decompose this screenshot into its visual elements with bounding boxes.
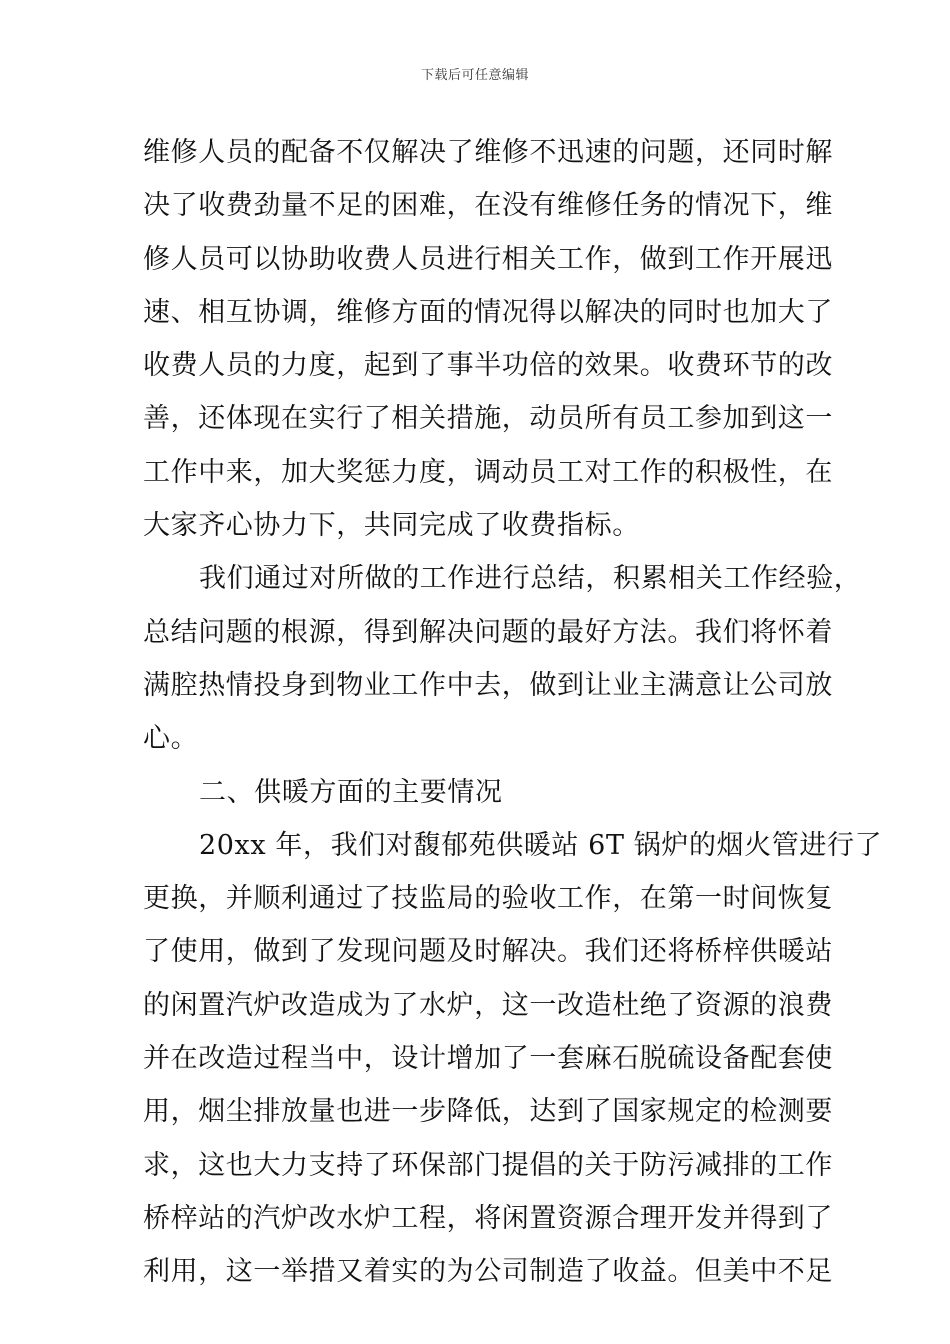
text-line: 求，这也大力支持了环保部门提倡的关于防污减排的工作 bbox=[143, 1149, 833, 1181]
text-line: 心。 bbox=[143, 723, 199, 755]
text-line: 用，烟尘排放量也进一步降低，达到了国家规定的检测要 bbox=[143, 1096, 833, 1128]
text-line: 更换，并顺利通过了技监局的验收工作，在第一时间恢复 bbox=[143, 883, 833, 915]
text-line: 了使用，做到了发现问题及时解决。我们还将桥梓供暖站 bbox=[143, 936, 833, 968]
text-line: 桥梓站的汽炉改水炉工程，将闲置资源合理开发并得到了 bbox=[143, 1202, 833, 1234]
text-line: 大家齐心协力下，共同完成了收费指标。 bbox=[143, 510, 640, 542]
section-heading: 二、供暖方面的主要情况 bbox=[199, 776, 503, 808]
text-line: 速、相互协调，维修方面的情况得以解决的同时也加大了 bbox=[143, 296, 833, 328]
text-line: 满腔热情投身到物业工作中去，做到让业主满意让公司放 bbox=[143, 669, 833, 701]
text-line: 决了收费劲量不足的困难，在没有维修任务的情况下，维 bbox=[143, 190, 833, 222]
text-line: 总结问题的根源，得到解决问题的最好方法。我们将怀着 bbox=[143, 616, 833, 648]
text-line: 善，还体现在实行了相关措施，动员所有员工参加到这一 bbox=[143, 403, 833, 435]
text-line: 修人员可以协助收费人员进行相关工作，做到工作开展迅 bbox=[143, 243, 833, 275]
paragraph-start-line: 我们通过对所做的工作进行总结，积累相关工作经验， bbox=[199, 563, 862, 595]
paragraph-start-line: 20xx 年，我们对馥郁苑供暖站 6T 锅炉的烟火管进行了 bbox=[199, 829, 883, 861]
text-line: 收费人员的力度，起到了事半功倍的效果。收费环节的改 bbox=[143, 350, 833, 382]
page-header: 下载后可任意编辑 bbox=[420, 68, 529, 83]
document-body bbox=[143, 126, 883, 1299]
text-line: 工作中来，加大奖惩力度，调动员工对工作的积极性，在 bbox=[143, 456, 833, 488]
text-line: 并在改造过程当中，设计增加了一套麻石脱硫设备配套使 bbox=[143, 1043, 833, 1075]
text-line: 利用，这一举措又着实的为公司制造了收益。但美中不足 bbox=[143, 1256, 833, 1288]
text-line: 的闲置汽炉改造成为了水炉，这一改造杜绝了资源的浪费 bbox=[143, 989, 833, 1021]
text-line: 维修人员的配备不仅解决了维修不迅速的问题，还同时解 bbox=[143, 137, 833, 168]
